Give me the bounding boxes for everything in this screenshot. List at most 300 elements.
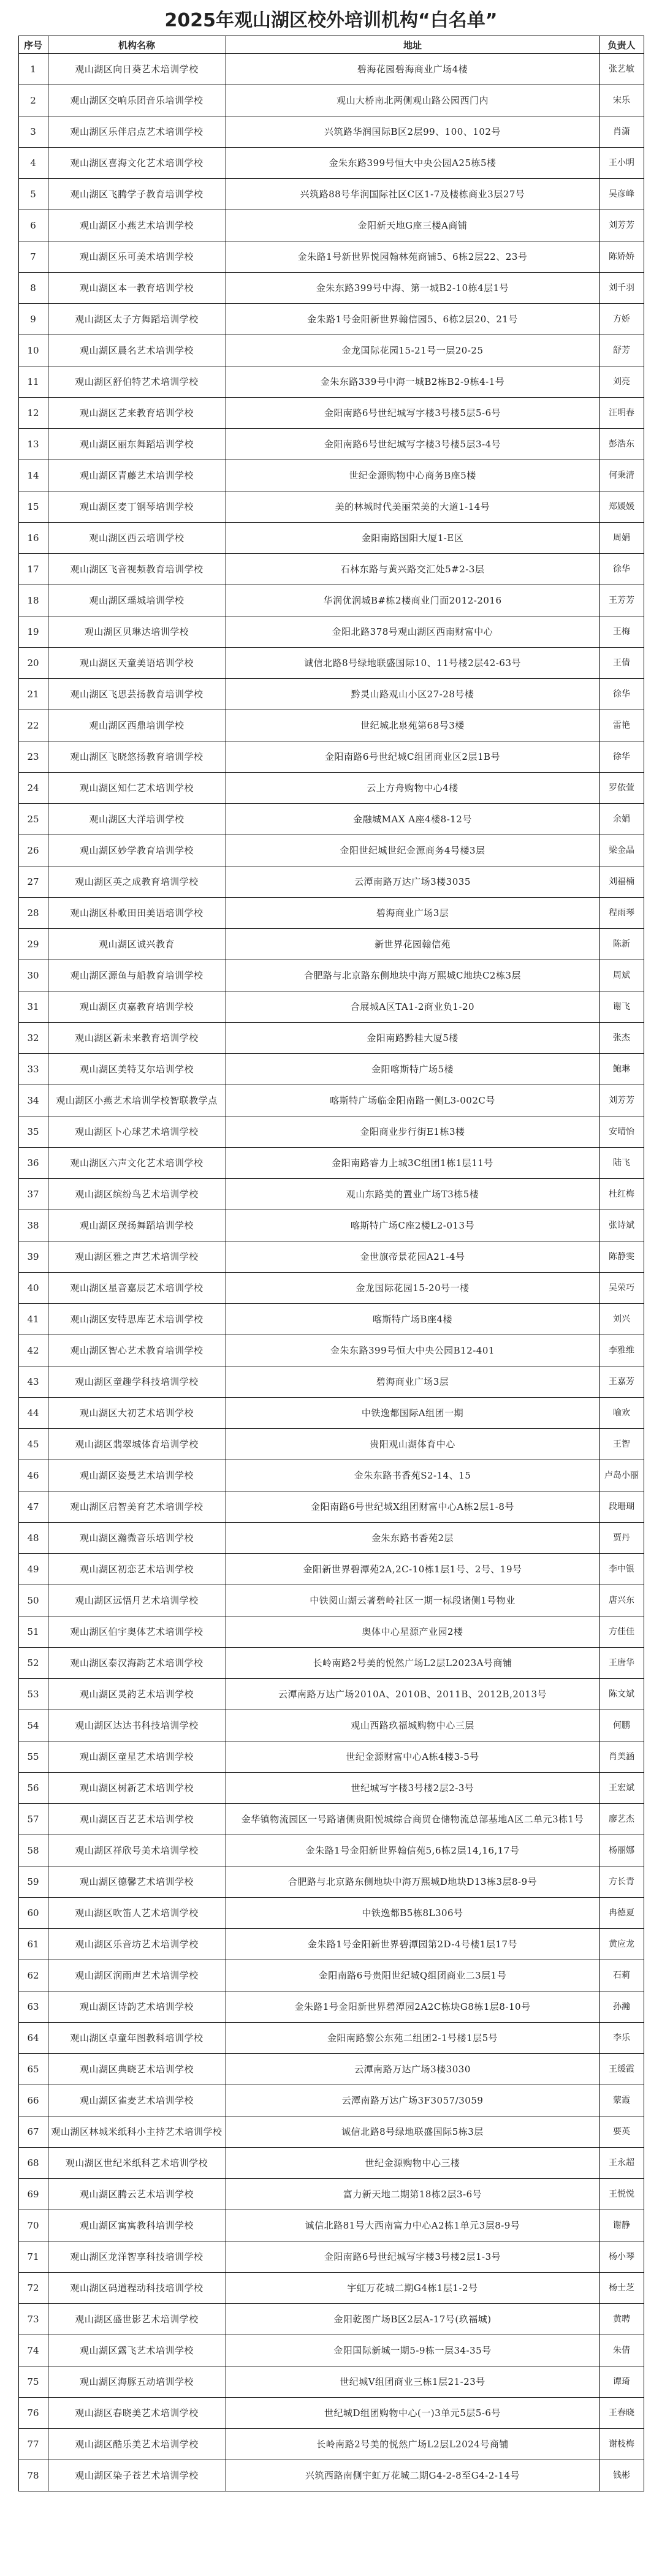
cell-address: 金朱东路339号中海一城B2栋B2-9栋4-1号 — [226, 366, 599, 398]
cell-index: 11 — [18, 366, 48, 398]
table-row — [18, 866, 644, 898]
cell-name: 观山湖区瀚微音乐培训学校 — [48, 1523, 226, 1554]
cell-index: 75 — [18, 2366, 48, 2398]
cell-index: 27 — [18, 866, 48, 898]
cell-person: 吴荣巧 — [599, 1273, 644, 1304]
cell-index: 5 — [18, 179, 48, 210]
cell-index: 21 — [18, 679, 48, 710]
cell-index: 28 — [18, 898, 48, 929]
table-row — [18, 210, 644, 241]
header-name: 机构名称 — [48, 36, 226, 54]
cell-address: 金阳南路国阳大厦1-E区 — [226, 523, 599, 554]
cell-person: 谢飞 — [599, 991, 644, 1023]
table-row — [18, 1898, 644, 1929]
cell-person: 罗依萱 — [599, 773, 644, 804]
table-row — [18, 366, 644, 398]
cell-name: 观山湖区智心艺术教育培训学校 — [48, 1335, 226, 1366]
cell-person: 廖艺杰 — [599, 1804, 644, 1835]
cell-name: 观山湖区乐伴启点艺术培训学校 — [48, 116, 226, 148]
cell-name: 观山湖区麦丁钢琴培训学校 — [48, 491, 226, 523]
cell-index: 20 — [18, 648, 48, 679]
cell-person: 石莉 — [599, 1960, 644, 1991]
cell-address: 金阳世纪城世纪金源商务4号楼3层 — [226, 835, 599, 866]
cell-index: 49 — [18, 1554, 48, 1585]
cell-person: 李雅维 — [599, 1335, 644, 1366]
cell-address: 中铁阅山湖云著碧岭社区一期一标段诸侧1号物业 — [226, 1585, 599, 1616]
table-row — [18, 1866, 644, 1898]
cell-index: 60 — [18, 1898, 48, 1929]
cell-index: 1 — [18, 54, 48, 85]
cell-address: 金阳乾图广场B区2层A-17号(玖福城) — [226, 2304, 599, 2335]
cell-index: 3 — [18, 116, 48, 148]
cell-person: 王宏斌 — [599, 1773, 644, 1804]
cell-person: 谢静 — [599, 2210, 644, 2241]
cell-person: 李乐 — [599, 2023, 644, 2054]
cell-address: 云上方舟购物中心4楼 — [226, 773, 599, 804]
table-row — [18, 1460, 644, 1491]
cell-name: 观山湖区本一教育培训学校 — [48, 273, 226, 304]
table-row — [18, 116, 644, 148]
cell-address: 观山东路美的置业广场T3栋5楼 — [226, 1179, 599, 1210]
cell-address: 奥体中心星源产业园2楼 — [226, 1616, 599, 1648]
cell-address: 金朱东路399号中海、第一城B2-10栋4层1号 — [226, 273, 599, 304]
cell-address: 金朱东路书香苑2层 — [226, 1523, 599, 1554]
table-row — [18, 1835, 644, 1866]
cell-name: 观山湖区润雨声艺术培训学校 — [48, 1960, 226, 1991]
cell-address: 世纪金源财富中心A栋4楼3-5号 — [226, 1741, 599, 1773]
cell-name: 观山湖区典晓艺术培训学校 — [48, 2054, 226, 2085]
cell-address: 金华镇物流园区一号路诸侧贵阳悦城综合商贸仓储物流总部基地A区二单元3栋1号 — [226, 1804, 599, 1835]
cell-person: 王缓霞 — [599, 2054, 644, 2085]
cell-person: 肖潇 — [599, 116, 644, 148]
cell-address: 金龙国际花园15-21号一层20-25 — [226, 335, 599, 366]
table-row — [18, 1741, 644, 1773]
cell-index: 13 — [18, 429, 48, 460]
table-row — [18, 2304, 644, 2335]
cell-address: 金阳南路6号世纪城写字楼3号楼5层3-4号 — [226, 429, 599, 460]
table-row — [18, 1491, 644, 1523]
cell-index: 71 — [18, 2241, 48, 2273]
cell-name: 观山湖区飞晓悠扬教育培训学校 — [48, 741, 226, 773]
cell-address: 喀斯特广场C座2楼L2-013号 — [226, 1210, 599, 1241]
cell-person: 陈娇娇 — [599, 241, 644, 273]
table-row — [18, 2023, 644, 2054]
cell-index: 24 — [18, 773, 48, 804]
cell-person: 喻欢 — [599, 1398, 644, 1429]
cell-address: 富力新天地二期第18栋2层3-6号 — [226, 2179, 599, 2210]
cell-person: 陈文斌 — [599, 1679, 644, 1710]
cell-person: 冉德夏 — [599, 1898, 644, 1929]
cell-name: 观山湖区飞思芸扬教育培训学校 — [48, 679, 226, 710]
cell-name: 观山湖区远悟月艺术培训学校 — [48, 1585, 226, 1616]
cell-name: 观山湖区初恋艺术培训学校 — [48, 1554, 226, 1585]
cell-index: 30 — [18, 960, 48, 991]
cell-address: 云潭南路万达广场3F3057/3059 — [226, 2085, 599, 2116]
cell-address: 金世旗帝景花园A21-4号 — [226, 1241, 599, 1273]
table-header-row — [18, 36, 644, 54]
cell-index: 12 — [18, 398, 48, 429]
cell-index: 32 — [18, 1023, 48, 1054]
cell-address: 长岭南路2号美的悦然广场L2层L2023A号商铺 — [226, 1648, 599, 1679]
cell-person: 王春晓 — [599, 2398, 644, 2429]
cell-index: 52 — [18, 1648, 48, 1679]
cell-person: 陈静雯 — [599, 1241, 644, 1273]
table-row — [18, 1148, 644, 1179]
cell-address: 金阳南路6号贵阳世纪城Q组团商业二3层1号 — [226, 1960, 599, 1991]
cell-person: 黄聘 — [599, 2304, 644, 2335]
cell-address: 金朱路1号金阳新世界碧潭园第2D-4号楼1层17号 — [226, 1929, 599, 1960]
table-row — [18, 1304, 644, 1335]
header-person: 负责人 — [599, 36, 644, 54]
cell-name: 观山湖区大初艺术培训学校 — [48, 1398, 226, 1429]
cell-name: 观山湖区诗韵艺术培训学校 — [48, 1991, 226, 2023]
cell-person: 程雨琴 — [599, 898, 644, 929]
cell-name: 观山湖区百艺艺术培训学校 — [48, 1804, 226, 1835]
cell-index: 47 — [18, 1491, 48, 1523]
cell-name: 观山湖区达达书科技培训学校 — [48, 1710, 226, 1741]
cell-index: 26 — [18, 835, 48, 866]
cell-address: 兴筑西路南侧宇虹万花城二期G4-2-8至G4-2-14号 — [226, 2460, 599, 2491]
cell-person: 张诗斌 — [599, 1210, 644, 1241]
cell-address: 云潭南路万达广场2010A、2010B、2011B、2012B,2013号 — [226, 1679, 599, 1710]
cell-person: 郑媛媛 — [599, 491, 644, 523]
cell-index: 65 — [18, 2054, 48, 2085]
table-row — [18, 398, 644, 429]
cell-name: 观山湖区朴歌田田美语培训学校 — [48, 898, 226, 929]
header-index: 序号 — [18, 36, 48, 54]
cell-address: 云潭南路万达广场3楼3030 — [226, 2054, 599, 2085]
cell-address: 金阳北路378号观山湖区西南财富中心 — [226, 616, 599, 648]
cell-name: 观山湖区六声文化艺术培训学校 — [48, 1148, 226, 1179]
table-row — [18, 835, 644, 866]
cell-person: 吴彦峰 — [599, 179, 644, 210]
cell-address: 金阳新世界碧潭苑2A,2C-10栋1层1号、2号、19号 — [226, 1554, 599, 1585]
table-row — [18, 2210, 644, 2241]
cell-address: 诚信北路8号绿地联盛国际5栋3层 — [226, 2116, 599, 2148]
table-row — [18, 679, 644, 710]
table-row — [18, 1710, 644, 1741]
table-row — [18, 273, 644, 304]
cell-index: 35 — [18, 1116, 48, 1148]
cell-address: 碧海商业广场3层 — [226, 898, 599, 929]
cell-person: 王小明 — [599, 148, 644, 179]
table-row — [18, 2273, 644, 2304]
cell-person: 何秉清 — [599, 460, 644, 491]
cell-name: 观山湖区西云培训学校 — [48, 523, 226, 554]
cell-address: 诚信北路8号绿地联盛国际10、11号楼2层42-63号 — [226, 648, 599, 679]
table-row — [18, 304, 644, 335]
cell-name: 观山湖区璞扬舞蹈培训学校 — [48, 1210, 226, 1241]
cell-address: 金朱路1号金阳新世界翰信园5、6栋2层20、21号 — [226, 304, 599, 335]
cell-index: 54 — [18, 1710, 48, 1741]
cell-person: 王梅 — [599, 616, 644, 648]
cell-address: 贵阳观山湖体育中心 — [226, 1429, 599, 1460]
cell-index: 29 — [18, 929, 48, 960]
cell-person: 段珊瑚 — [599, 1491, 644, 1523]
cell-index: 77 — [18, 2429, 48, 2460]
cell-index: 56 — [18, 1773, 48, 1804]
cell-person: 肖美涵 — [599, 1741, 644, 1773]
table-row — [18, 960, 644, 991]
cell-name: 观山湖区腾云艺术培训学校 — [48, 2179, 226, 2210]
cell-person: 刘亮 — [599, 366, 644, 398]
cell-name: 观山湖区安特思库艺术培训学校 — [48, 1304, 226, 1335]
cell-index: 44 — [18, 1398, 48, 1429]
table-row — [18, 1335, 644, 1366]
cell-person: 舒芳 — [599, 335, 644, 366]
table-row — [18, 554, 644, 585]
cell-address: 世纪金源购物中心三楼 — [226, 2148, 599, 2179]
cell-person: 王倩 — [599, 648, 644, 679]
table-row — [18, 1085, 644, 1116]
cell-name: 观山湖区童趣学科技培训学校 — [48, 1366, 226, 1398]
cell-index: 31 — [18, 991, 48, 1023]
cell-address: 金朱东路书香苑S2-14、15 — [226, 1460, 599, 1491]
table-row — [18, 2148, 644, 2179]
table-row — [18, 1054, 644, 1085]
cell-name: 观山湖区雅之声艺术培训学校 — [48, 1241, 226, 1273]
cell-index: 9 — [18, 304, 48, 335]
cell-address: 长岭南路2号美的悦然广场L2层L2024号商铺 — [226, 2429, 599, 2460]
cell-index: 4 — [18, 148, 48, 179]
cell-name: 观山湖区妙学教育培训学校 — [48, 835, 226, 866]
cell-name: 观山湖区伯宇奥体艺术培训学校 — [48, 1616, 226, 1648]
cell-person: 徐华 — [599, 741, 644, 773]
cell-address: 石林东路与黄兴路交汇处5#2-3层 — [226, 554, 599, 585]
cell-index: 10 — [18, 335, 48, 366]
table-row — [18, 2054, 644, 2085]
cell-address: 兴筑路88号华润国际社区C区1-7及楼栋商业3层27号 — [226, 179, 599, 210]
cell-name: 观山湖区美特艾尔培训学校 — [48, 1054, 226, 1085]
cell-name: 观山湖区码道程动科技培训学校 — [48, 2273, 226, 2304]
table-row — [18, 1429, 644, 1460]
cell-person: 徐华 — [599, 679, 644, 710]
cell-person: 刘兴 — [599, 1304, 644, 1335]
cell-index: 15 — [18, 491, 48, 523]
cell-index: 8 — [18, 273, 48, 304]
whitelist-table — [18, 36, 644, 2491]
cell-address: 美的林城时代美丽荣美的大道1-14号 — [226, 491, 599, 523]
cell-index: 22 — [18, 710, 48, 741]
table-row — [18, 773, 644, 804]
cell-index: 16 — [18, 523, 48, 554]
cell-person: 宋乐 — [599, 85, 644, 116]
cell-index: 39 — [18, 1241, 48, 1273]
cell-name: 观山湖区晨名艺术培训学校 — [48, 335, 226, 366]
cell-name: 观山湖区飞音视频教育培训学校 — [48, 554, 226, 585]
table-row — [18, 2179, 644, 2210]
cell-name: 观山湖区祥欣号美术培训学校 — [48, 1835, 226, 1866]
cell-address: 碧海商业广场3层 — [226, 1366, 599, 1398]
cell-person: 孙瀚 — [599, 1991, 644, 2023]
cell-index: 33 — [18, 1054, 48, 1085]
table-row — [18, 1960, 644, 1991]
cell-name: 观山湖区雀麦艺术培训学校 — [48, 2085, 226, 2116]
table-row — [18, 1648, 644, 1679]
cell-index: 45 — [18, 1429, 48, 1460]
cell-name: 观山湖区林城米纸科小主持艺术培训学校 — [48, 2116, 226, 2148]
cell-index: 25 — [18, 804, 48, 835]
cell-name: 观山湖区龙洋智享科技培训学校 — [48, 2241, 226, 2273]
cell-index: 59 — [18, 1866, 48, 1898]
cell-name: 观山湖区缤纷鸟艺术培训学校 — [48, 1179, 226, 1210]
cell-person: 唐兴东 — [599, 1585, 644, 1616]
table-row — [18, 710, 644, 741]
cell-name: 观山湖区世纪米纸科艺术培训学校 — [48, 2148, 226, 2179]
cell-index: 70 — [18, 2210, 48, 2241]
cell-name: 观山湖区小燕艺术培训学校智联教学点 — [48, 1085, 226, 1116]
cell-index: 73 — [18, 2304, 48, 2335]
cell-name: 观山湖区酷乐美艺术培训学校 — [48, 2429, 226, 2460]
cell-name: 观山湖区交响乐团音乐培训学校 — [48, 85, 226, 116]
cell-person: 王芳芳 — [599, 585, 644, 616]
table-row — [18, 2335, 644, 2366]
cell-address: 兴筑路华润国际B区2层99、100、102号 — [226, 116, 599, 148]
cell-person: 要英 — [599, 2116, 644, 2148]
cell-address: 金阳国际新城一期5-9栋一层34-35号 — [226, 2335, 599, 2366]
cell-person: 杨小琴 — [599, 2241, 644, 2273]
cell-person: 何鹏 — [599, 1710, 644, 1741]
table-row — [18, 991, 644, 1023]
cell-index: 41 — [18, 1304, 48, 1335]
cell-address: 金阳新天地G座三楼A商铺 — [226, 210, 599, 241]
cell-name: 观山湖区寓寓教科培训学校 — [48, 2210, 226, 2241]
cell-person: 李中银 — [599, 1554, 644, 1585]
cell-address: 金阳南路6号世纪城X组团财富中心A栋2层1-8号 — [226, 1491, 599, 1523]
table-row — [18, 1179, 644, 1210]
cell-address: 世纪城D组团购物中心(一)3单元5层5-6号 — [226, 2398, 599, 2429]
cell-address: 世纪金源购物中心商务B座5楼 — [226, 460, 599, 491]
cell-index: 64 — [18, 2023, 48, 2054]
cell-index: 46 — [18, 1460, 48, 1491]
cell-person: 贾丹 — [599, 1523, 644, 1554]
cell-person: 彭浩东 — [599, 429, 644, 460]
cell-person: 刘千羽 — [599, 273, 644, 304]
cell-person: 雷艳 — [599, 710, 644, 741]
table-row — [18, 1116, 644, 1148]
table-row — [18, 523, 644, 554]
cell-address: 宇虹万花城二期G4栋1层1-2号 — [226, 2273, 599, 2304]
cell-person: 蒙霞 — [599, 2085, 644, 2116]
cell-address: 金阳商业步行街E1栋3楼 — [226, 1116, 599, 1148]
cell-index: 55 — [18, 1741, 48, 1773]
cell-name: 观山湖区飞腾学子教育培训学校 — [48, 179, 226, 210]
cell-address: 喀斯特广场临金阳南路一侧L3-002C号 — [226, 1085, 599, 1116]
table-row — [18, 1991, 644, 2023]
cell-index: 36 — [18, 1148, 48, 1179]
cell-address: 金朱东路399号恒大中央公园B12-401 — [226, 1335, 599, 1366]
cell-person: 陈新 — [599, 929, 644, 960]
cell-name: 观山湖区知仁艺术培训学校 — [48, 773, 226, 804]
table-row — [18, 1210, 644, 1241]
cell-person: 王唐华 — [599, 1648, 644, 1679]
cell-name: 观山湖区卜心球艺术培训学校 — [48, 1116, 226, 1148]
cell-name: 观山湖区启智美育艺术培训学校 — [48, 1491, 226, 1523]
cell-address: 金融城MAX A座4楼8-12号 — [226, 804, 599, 835]
document-title: 2025年观山湖区校外培训机构“白名单” — [164, 10, 498, 31]
cell-name: 观山湖区吹笛人艺术培训学校 — [48, 1898, 226, 1929]
header-address: 地址 — [226, 36, 599, 54]
cell-person: 方娇 — [599, 304, 644, 335]
cell-name: 观山湖区春晓美艺术培训学校 — [48, 2398, 226, 2429]
table-row — [18, 1273, 644, 1304]
cell-person: 王嘉芳 — [599, 1366, 644, 1398]
table-row — [18, 585, 644, 616]
table-row — [18, 1523, 644, 1554]
cell-address: 金朱路1号金阳新世界翰信苑5,6栋2层14,16,17号 — [226, 1835, 599, 1866]
table-row — [18, 1366, 644, 1398]
cell-address: 云潭南路万达广场3楼3035 — [226, 866, 599, 898]
cell-person: 张艺敏 — [599, 54, 644, 85]
cell-address: 中铁逸都国际A组团一期 — [226, 1398, 599, 1429]
table-row — [18, 804, 644, 835]
cell-address: 观山西路玖福城购物中心三层 — [226, 1710, 599, 1741]
table-body — [18, 54, 644, 2491]
table-row — [18, 2398, 644, 2429]
cell-index: 51 — [18, 1616, 48, 1648]
cell-person: 刘福楠 — [599, 866, 644, 898]
cell-name: 观山湖区童星艺术培训学校 — [48, 1741, 226, 1773]
cell-person: 王悦悦 — [599, 2179, 644, 2210]
cell-address: 合肥路与北京路东侧地块中海万熙城D地块D13栋3层8-9号 — [226, 1866, 599, 1898]
cell-address: 金阳南路睿力上城3C组团1栋1层11号 — [226, 1148, 599, 1179]
cell-name: 观山湖区泰汉海韵艺术培训学校 — [48, 1648, 226, 1679]
table-row — [18, 179, 644, 210]
cell-name: 观山湖区天童美语培训学校 — [48, 648, 226, 679]
cell-name: 观山湖区向日葵艺术培训学校 — [48, 54, 226, 85]
cell-person: 梁金晶 — [599, 835, 644, 866]
cell-name: 观山湖区翡翠城体育培训学校 — [48, 1429, 226, 1460]
table-row — [18, 148, 644, 179]
table-row — [18, 1773, 644, 1804]
table-row — [18, 54, 644, 85]
table-row — [18, 1616, 644, 1648]
cell-person: 周斌 — [599, 960, 644, 991]
cell-address: 金阳喀斯特广场5楼 — [226, 1054, 599, 1085]
cell-address: 金阳南路6号世纪城写字楼3号楼5层5-6号 — [226, 398, 599, 429]
cell-name: 观山湖区星音嘉辰艺术培训学校 — [48, 1273, 226, 1304]
cell-name: 观山湖区灵韵艺术培训学校 — [48, 1679, 226, 1710]
cell-address: 诚信北路81号大西南富力中心A2栋1单元3层8-9号 — [226, 2210, 599, 2241]
cell-name: 观山湖区新未来教育培训学校 — [48, 1023, 226, 1054]
cell-index: 68 — [18, 2148, 48, 2179]
cell-index: 23 — [18, 741, 48, 773]
cell-index: 66 — [18, 2085, 48, 2116]
table-row — [18, 85, 644, 116]
cell-person: 方佳佳 — [599, 1616, 644, 1648]
cell-person: 杨丽娜 — [599, 1835, 644, 1866]
table-row — [18, 491, 644, 523]
cell-address: 合展城A区TA1-2商业负1-20 — [226, 991, 599, 1023]
table-row — [18, 335, 644, 366]
cell-address: 合肥路与北京路东侧地块中海万熙城C地块C2栋3层 — [226, 960, 599, 991]
cell-name: 观山湖区丽东舞蹈培训学校 — [48, 429, 226, 460]
cell-address: 金朱东路399号恒大中央公园A25栋5楼 — [226, 148, 599, 179]
cell-person: 杨士芝 — [599, 2273, 644, 2304]
cell-index: 42 — [18, 1335, 48, 1366]
cell-address: 观山大桥南北两侧观山路公园西门内 — [226, 85, 599, 116]
table-row — [18, 616, 644, 648]
cell-index: 37 — [18, 1179, 48, 1210]
cell-name: 观山湖区染子苍艺术培训学校 — [48, 2460, 226, 2491]
cell-name: 观山湖区盛世影艺术培训学校 — [48, 2304, 226, 2335]
table-row — [18, 2116, 644, 2148]
cell-address: 黔灵山路观山小区27-28号楼 — [226, 679, 599, 710]
table-row — [18, 2366, 644, 2398]
table-row — [18, 898, 644, 929]
cell-index: 50 — [18, 1585, 48, 1616]
cell-name: 观山湖区源鱼与船教育培训学校 — [48, 960, 226, 991]
